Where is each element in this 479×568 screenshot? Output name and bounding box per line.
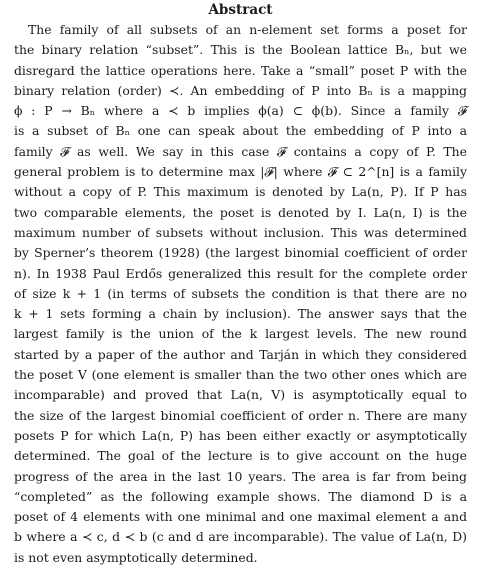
abstract-line: family 𝓕 as well. We say in this case 𝓕 contains a copy of P. The (14, 143, 467, 159)
abstract-line: progress of the area in the last 10 years. The area is far from being (14, 468, 467, 484)
abstract-line: ϕ : P → Bₙ where a ≺ b implies ϕ(a) ⊂ ϕ(b). Since a family 𝓕 (14, 103, 467, 119)
abstract-line: the size of the largest binomial coefficient of order n. There are many (14, 407, 467, 423)
abstract-body (14, 20, 467, 568)
abstract-line: The family of all subsets of an n-element set forms a poset for (28, 22, 467, 37)
abstract-line: incomparable) and proved that La(n, V) is asymptotically equal to (14, 387, 467, 403)
abstract-line: b where a ≺ c, d ≺ b (c and d are incomparable). The value of La(n, D) (14, 529, 467, 545)
abstract-line: poset of 4 elements with one minimal and one maximal element a and (14, 509, 467, 525)
abstract-line: posets P for which La(n, P) has been either exactly or asymptotically (14, 427, 467, 443)
abstract-line: of size k + 1 (in terms of subsets the condition is that there are no (14, 285, 467, 301)
abstract-line: largest family is the union of the k largest levels. The new round (14, 326, 467, 342)
abstract-line: determined. The goal of the lecture is to give account on the huge (14, 448, 467, 464)
abstract-line: binary relation (order) ≺. An embedding of P into Bₙ is a mapping (14, 82, 467, 98)
abstract-line: is a subset of Bₙ one can speak about the embedding of P into a (14, 123, 467, 139)
abstract-line: maximum number of subsets without inclusion. This was determined (14, 224, 467, 240)
abstract-line: “completed” as the following example shows. The diamond D is a (14, 488, 467, 504)
abstract-line: is not even asymptotically determined. (14, 549, 258, 565)
abstract-line: the poset V (one element is smaller than the two other ones which are (14, 367, 467, 383)
abstract-line: k + 1 sets forming a chain by inclusion). The answer says that the (14, 306, 467, 322)
abstract-line: n). In 1938 Paul Erdős generalized this result for the complete order (14, 265, 467, 281)
abstract-line: general problem is to determine max |𝓕| where 𝓕 ⊂ 2^[n] is a family (14, 164, 467, 180)
abstract-title: Abstract (208, 2, 273, 18)
abstract-line: disregard the lattice operations here. Take a “small” poset P with the (14, 62, 467, 78)
abstract-line: the binary relation “subset”. This is the Boolean lattice Bₙ, but we (14, 42, 467, 58)
abstract-line: started by a paper of the author and Tarján in which they considered (14, 346, 467, 362)
abstract-line: without a copy of P. This maximum is denoted by La(n, P). If P has (14, 184, 467, 200)
abstract-line: two comparable elements, the poset is denoted by I. La(n, I) is the (14, 204, 467, 220)
abstract-line: by Sperner’s theorem (1928) (the largest binomial coefficient of order (14, 245, 467, 261)
